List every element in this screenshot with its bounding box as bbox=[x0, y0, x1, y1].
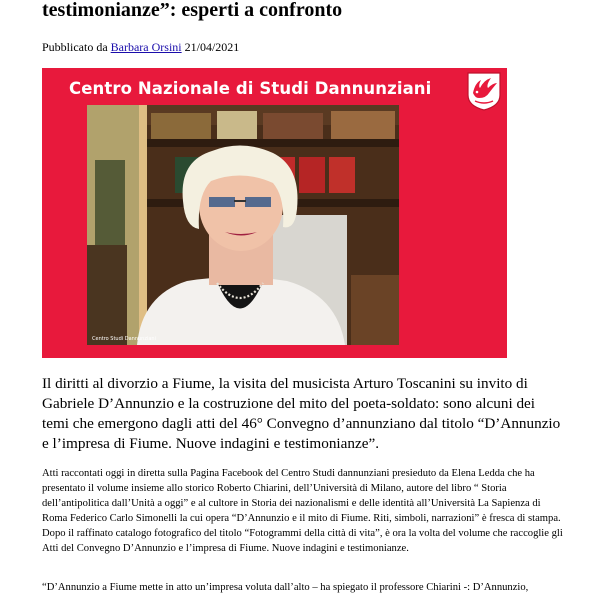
body-paragraph: Atti raccontati oggi in diretta sulla Pagina Facebook del Centro Studi dannunziani presieduto da Elena Ledda che ha presentato il volume insieme allo storico Roberto Chiarini, dell’Università di Milano, autore del libro “ Storia dell’antipolitica dall’Unità a oggi” e al cultore in Storia dei nazionalismi e delle identità all’Università La Sapienza di Roma Federico Carlo Simonelli la cui opera “D’Annunzio e il mito di Fiume. Riti, simboli, narrazioni” è fresca di stampa. Dopo il raffinato catalogo fotografico del titolo “Fotogrammi della città di vita”, è ora la volta del volume che raccoglie gli Atti del Convegno D’Annunzio e l’impresa di Fiume. Nuove indagini e testimonianze. bbox=[42, 468, 563, 554]
video-feed bbox=[87, 105, 399, 345]
video-screenshot[interactable] bbox=[42, 68, 507, 358]
body-paragraph: “D’Annunzio a Fiume mette in atto un’impresa voluta dall’alto – ha spiegato il professore Chiarini -: D’Annunzio, bbox=[42, 582, 529, 593]
banner-title: Centro Nazionale di Studi Dannunziani bbox=[69, 79, 432, 98]
participant-label: Centro Studi Dannunziani bbox=[92, 336, 156, 342]
byline-prefix: Pubblicato da bbox=[42, 40, 108, 54]
page-title: testimonianze”: esperti a confronto bbox=[42, 0, 343, 21]
publish-date: 21/04/2021 bbox=[184, 40, 240, 54]
video-scene bbox=[87, 105, 399, 345]
winged-lion-logo-icon bbox=[466, 71, 502, 111]
lead-paragraph: Il diritti al divorzio a Fiume, la visita del musicista Arturo Toscanini su invito di Gabriele D’Annunzio e la costruzione del mito del poeta-soldato: sono alcuni dei temi che emergono dagli atti del 46° Convegno d’annunziano dal titolo “D’Annunzio e l’impresa di Fiume. Nuove indagini e testimonianze”. bbox=[42, 375, 561, 452]
byline bbox=[42, 40, 239, 55]
author-link[interactable]: Barbara Orsini bbox=[110, 40, 182, 54]
